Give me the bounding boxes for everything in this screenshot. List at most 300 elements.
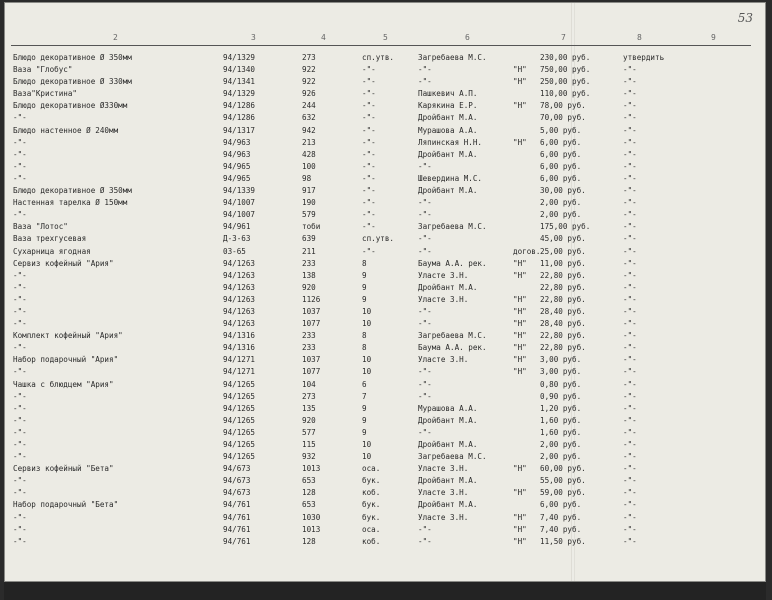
- item-number: 1077: [302, 319, 321, 329]
- item-unit: -"-: [362, 89, 376, 99]
- item-price: 0,90 руб.: [540, 391, 582, 401]
- item-note: -"-: [623, 476, 637, 486]
- table-row: [5, 330, 765, 342]
- item-code: 94/1263: [223, 282, 256, 292]
- item-unit: -"-: [362, 77, 376, 87]
- item-code: 94/1265: [223, 391, 256, 401]
- item-number: 211: [302, 246, 316, 256]
- item-author: -"-: [418, 319, 432, 329]
- table-row: [5, 499, 765, 511]
- item-name: Чашка с блюдцем "Ария": [13, 379, 114, 389]
- item-mark: "Н": [513, 367, 527, 377]
- item-code: 94/1271: [223, 355, 256, 365]
- item-note: -"-: [623, 89, 637, 99]
- item-price: 28,40 руб.: [540, 306, 586, 316]
- item-name: -"-: [13, 306, 27, 316]
- item-price: 7,40 руб.: [540, 512, 582, 522]
- item-price: 6,00 руб.: [540, 173, 582, 183]
- item-code: 94/1286: [223, 101, 256, 111]
- item-price: 250,00 руб.: [540, 77, 591, 87]
- table-row: [5, 209, 765, 221]
- item-name: Блюдо декоративное Ø 330мм: [13, 77, 132, 87]
- item-unit: 9: [362, 427, 367, 437]
- item-note: -"-: [623, 258, 637, 268]
- column-number-row: [5, 33, 765, 43]
- item-note: -"-: [623, 488, 637, 498]
- item-code: 94/673: [223, 488, 251, 498]
- item-author: -"-: [418, 246, 432, 256]
- item-unit: -"-: [362, 246, 376, 256]
- item-mark: "Н": [513, 270, 527, 280]
- item-price: 78,00 руб.: [540, 101, 586, 111]
- item-note: -"-: [623, 198, 637, 208]
- item-name: Сервиз кофейный "Бета": [13, 464, 114, 474]
- item-price: 22,80 руб.: [540, 294, 586, 304]
- item-note: -"-: [623, 343, 637, 353]
- item-name: Комплект кофейный "Ария": [13, 331, 123, 341]
- item-price: 0,80 руб.: [540, 379, 582, 389]
- item-name: -"-: [13, 512, 27, 522]
- item-author: Загребаева М.С.: [418, 53, 487, 62]
- table-row: [5, 76, 765, 88]
- item-author: Уласте З.Н.: [418, 464, 469, 474]
- item-author: Пашкевич А.П.: [418, 89, 478, 99]
- item-note: -"-: [623, 222, 637, 232]
- item-name: Набор подарочный "Бета": [13, 500, 119, 510]
- item-number: 653: [302, 500, 316, 510]
- item-number: 100: [302, 161, 316, 171]
- item-mark: "Н": [513, 524, 527, 534]
- item-mark: "Н": [513, 306, 527, 316]
- table-row: [5, 112, 765, 124]
- item-unit: -"-: [362, 222, 376, 232]
- item-price: 2,00 руб.: [540, 198, 582, 208]
- item-unit: 10: [362, 440, 372, 449]
- item-unit: 6: [362, 379, 367, 389]
- item-name: Ваза трехгусевая: [13, 234, 87, 244]
- table-row: [5, 403, 765, 415]
- item-note: -"-: [623, 355, 637, 365]
- item-mark: "Н": [513, 488, 527, 498]
- item-author: Шевердина М.С.: [418, 173, 483, 183]
- item-code: 94/1265: [223, 403, 256, 413]
- table-row: [5, 391, 765, 403]
- item-code: 94/1271: [223, 367, 256, 377]
- item-name: -"-: [13, 391, 27, 401]
- item-code: 94/965: [223, 161, 251, 171]
- item-author: Уласте З.Н.: [418, 488, 469, 498]
- item-mark: "Н": [513, 464, 527, 474]
- item-number: 1077: [302, 367, 321, 377]
- item-unit: 8: [362, 343, 367, 353]
- item-note: -"-: [623, 161, 637, 171]
- item-mark: "Н": [513, 101, 527, 111]
- column-number: 3: [251, 33, 256, 42]
- item-note: -"-: [623, 173, 637, 183]
- table-row: [5, 427, 765, 439]
- item-author: -"-: [418, 65, 432, 75]
- ledger-table: [5, 52, 765, 548]
- table-row: [5, 366, 765, 378]
- item-note: -"-: [623, 137, 637, 147]
- item-number: 244: [302, 101, 316, 111]
- table-row: [5, 100, 765, 112]
- item-code: 94/1263: [223, 306, 256, 316]
- table-row: [5, 318, 765, 330]
- item-note: -"-: [623, 101, 637, 111]
- item-mark: "Н": [513, 294, 527, 304]
- item-unit: 9: [362, 403, 367, 413]
- item-note: -"-: [623, 294, 637, 304]
- item-code: 94/963: [223, 149, 251, 159]
- table-row: [5, 221, 765, 233]
- item-mark: "Н": [513, 77, 527, 87]
- item-number: 190: [302, 198, 316, 208]
- item-price: 2,00 руб.: [540, 440, 582, 449]
- item-unit: 10: [362, 319, 372, 329]
- item-mark: "Н": [513, 319, 527, 329]
- item-price: 1,20 руб.: [540, 403, 582, 413]
- item-note: -"-: [623, 391, 637, 401]
- item-code: 94/673: [223, 464, 251, 474]
- item-name: -"-: [13, 270, 27, 280]
- item-number: 233: [302, 258, 316, 268]
- item-name: -"-: [13, 415, 27, 425]
- item-unit: -"-: [362, 198, 376, 208]
- item-name: -"-: [13, 403, 27, 413]
- table-row: [5, 282, 765, 294]
- item-number: 135: [302, 403, 316, 413]
- item-name: -"-: [13, 319, 27, 329]
- item-price: 45,00 руб.: [540, 234, 586, 244]
- item-author: -"-: [418, 234, 432, 244]
- item-number: 1037: [302, 306, 321, 316]
- column-number: 9: [711, 33, 716, 42]
- item-number: 922: [302, 65, 316, 75]
- item-price: 2,00 руб.: [540, 210, 582, 220]
- item-code: 94/673: [223, 476, 251, 486]
- item-unit: 9: [362, 282, 367, 292]
- item-unit: 10: [362, 306, 372, 316]
- item-price: 230,00 руб.: [540, 53, 591, 62]
- item-number: 273: [302, 53, 316, 62]
- item-name: Блюдо настенное Ø 240мм: [13, 125, 119, 135]
- item-mark: "Н": [513, 536, 527, 546]
- item-author: Дройбант М.А.: [418, 282, 478, 292]
- item-price: 70,00 руб.: [540, 113, 586, 123]
- item-unit: бук.: [362, 512, 381, 522]
- table-row: [5, 512, 765, 524]
- item-unit: -"-: [362, 161, 376, 171]
- item-name: Ваза"Кристина": [13, 89, 78, 99]
- item-code: 94/1329: [223, 53, 256, 62]
- item-author: Баума А.А. рек.: [418, 258, 487, 268]
- item-note: -"-: [623, 427, 637, 437]
- item-number: 273: [302, 391, 316, 401]
- item-note: -"-: [623, 306, 637, 316]
- item-note: -"-: [623, 415, 637, 425]
- table-row: [5, 379, 765, 391]
- item-code: 94/761: [223, 524, 251, 534]
- item-price: 175,00 руб.: [540, 222, 591, 232]
- item-price: 1,60 руб.: [540, 415, 582, 425]
- item-code: 94/1316: [223, 331, 256, 341]
- item-note: -"-: [623, 367, 637, 377]
- item-number: 942: [302, 125, 316, 135]
- item-unit: -"-: [362, 137, 376, 147]
- item-code: 94/1263: [223, 258, 256, 268]
- item-unit: сп.утв.: [362, 234, 395, 244]
- item-unit: бук.: [362, 476, 381, 486]
- column-number: 5: [383, 33, 388, 42]
- item-note: -"-: [623, 331, 637, 341]
- item-mark: "Н": [513, 331, 527, 341]
- item-number: 428: [302, 149, 316, 159]
- item-author: Дройбант М.А.: [418, 500, 478, 510]
- item-code: 94/961: [223, 222, 251, 232]
- item-author: Дройбант М.А.: [418, 415, 478, 425]
- item-price: 22,80 руб.: [540, 270, 586, 280]
- item-unit: 8: [362, 331, 367, 341]
- item-number: 653: [302, 476, 316, 486]
- table-row: [5, 137, 765, 149]
- scan-background: [4, 582, 766, 600]
- item-unit: 8: [362, 258, 367, 268]
- item-author: Дройбант М.А.: [418, 440, 478, 449]
- item-unit: оса.: [362, 524, 381, 534]
- item-name: -"-: [13, 440, 27, 449]
- item-code: 94/1340: [223, 65, 256, 75]
- item-unit: 7: [362, 391, 367, 401]
- item-note: -"-: [623, 65, 637, 75]
- item-price: 5,00 руб.: [540, 125, 582, 135]
- item-name: -"-: [13, 343, 27, 353]
- item-code: 94/965: [223, 173, 251, 183]
- item-note: -"-: [623, 282, 637, 292]
- item-note: утвердить: [623, 53, 665, 62]
- item-mark: "Н": [513, 355, 527, 365]
- item-code: 94/1265: [223, 440, 256, 449]
- item-number: 1013: [302, 524, 321, 534]
- item-author: Дройбант М.А.: [418, 149, 478, 159]
- item-number: 579: [302, 210, 316, 220]
- item-author: Загребаева М.С.: [418, 331, 487, 341]
- table-row: [5, 463, 765, 475]
- item-number: 639: [302, 234, 316, 244]
- column-number: 8: [637, 33, 642, 42]
- item-note: -"-: [623, 452, 637, 462]
- item-author: Мурашова А.А.: [418, 125, 478, 135]
- item-number: 213: [302, 137, 316, 147]
- item-note: -"-: [623, 125, 637, 135]
- item-unit: бук.: [362, 500, 381, 510]
- item-code: 94/1317: [223, 125, 256, 135]
- item-mark: "Н": [513, 258, 527, 268]
- item-code: 94/1007: [223, 198, 256, 208]
- item-author: -"-: [418, 306, 432, 316]
- table-row: [5, 487, 765, 499]
- item-author: Баума А.А. рек.: [418, 343, 487, 353]
- item-code: 94/1265: [223, 452, 256, 462]
- table-row: [5, 270, 765, 282]
- item-author: -"-: [418, 427, 432, 437]
- item-number: 233: [302, 331, 316, 341]
- item-number: 926: [302, 89, 316, 99]
- item-author: Мурашова А.А.: [418, 403, 478, 413]
- item-price: 11,00 руб.: [540, 258, 586, 268]
- item-author: -"-: [418, 536, 432, 546]
- item-number: 922: [302, 77, 316, 87]
- document-sheet: [4, 2, 766, 582]
- item-price: 750,00 руб.: [540, 65, 591, 75]
- table-row: [5, 306, 765, 318]
- item-unit: 10: [362, 367, 372, 377]
- item-name: -"-: [13, 161, 27, 171]
- item-name: Ваза "Лотос": [13, 222, 68, 232]
- page-number: 53: [737, 11, 753, 25]
- item-name: -"-: [13, 282, 27, 292]
- item-name: Сухарница ягодная: [13, 246, 91, 256]
- table-row: [5, 451, 765, 463]
- item-author: Дройбант М.А.: [418, 476, 478, 486]
- item-author: Загребаева М.С.: [418, 452, 487, 462]
- item-code: 94/1339: [223, 186, 256, 196]
- item-code: 03-65: [223, 246, 246, 256]
- item-author: -"-: [418, 379, 432, 389]
- item-author: Загребаева М.С.: [418, 222, 487, 232]
- item-name: -"-: [13, 488, 27, 498]
- table-row: [5, 439, 765, 451]
- item-number: 632: [302, 113, 316, 123]
- item-author: -"-: [418, 77, 432, 87]
- item-price: 6,00 руб.: [540, 161, 582, 171]
- table-row: [5, 233, 765, 245]
- item-name: Набор подарочный "Ария": [13, 355, 119, 365]
- table-row: [5, 197, 765, 209]
- item-price: 3,00 руб.: [540, 367, 582, 377]
- item-unit: -"-: [362, 186, 376, 196]
- item-name: Блюдо декоративное Ø 350мм: [13, 186, 132, 196]
- item-name: Блюдо декоративное Ø330мм: [13, 101, 128, 111]
- item-name: -"-: [13, 137, 27, 147]
- item-note: -"-: [623, 500, 637, 510]
- item-unit: коб.: [362, 536, 381, 546]
- item-unit: оса.: [362, 464, 381, 474]
- item-price: 110,00 руб.: [540, 89, 591, 99]
- item-unit: коб.: [362, 488, 381, 498]
- item-number: 1030: [302, 512, 321, 522]
- item-note: -"-: [623, 186, 637, 196]
- item-number: 920: [302, 282, 316, 292]
- item-name: Настенная тарелка Ø 150мм: [13, 198, 128, 208]
- table-row: [5, 342, 765, 354]
- table-row: [5, 415, 765, 427]
- item-code: 94/963: [223, 137, 251, 147]
- item-unit: 10: [362, 452, 372, 462]
- item-name: -"-: [13, 452, 27, 462]
- table-row: [5, 161, 765, 173]
- item-author: -"-: [418, 161, 432, 171]
- table-row: [5, 173, 765, 185]
- table-row: [5, 475, 765, 487]
- column-number: 7: [561, 33, 566, 42]
- item-name: -"-: [13, 367, 27, 377]
- item-unit: -"-: [362, 125, 376, 135]
- item-price: 59,00 руб.: [540, 488, 586, 498]
- item-author: Уласте З.Н.: [418, 512, 469, 522]
- item-note: -"-: [623, 440, 637, 449]
- item-note: -"-: [623, 464, 637, 474]
- item-name: -"-: [13, 113, 27, 123]
- item-price: 6,00 руб.: [540, 137, 582, 147]
- item-code: 94/1263: [223, 270, 256, 280]
- item-name: Сервиз кофейный "Ария": [13, 258, 114, 268]
- item-price: 28,40 руб.: [540, 319, 586, 329]
- item-price: 3,00 руб.: [540, 355, 582, 365]
- item-price: 6,00 руб.: [540, 149, 582, 159]
- item-price: 2,00 руб.: [540, 452, 582, 462]
- item-code: Д-3-63: [223, 234, 251, 244]
- item-author: Ляпинская Н.Н.: [418, 137, 483, 147]
- item-note: -"-: [623, 77, 637, 87]
- item-name: -"-: [13, 149, 27, 159]
- item-number: 920: [302, 415, 316, 425]
- item-price: 25,00 руб.: [540, 246, 586, 256]
- table-row: [5, 354, 765, 366]
- item-number: 577: [302, 427, 316, 437]
- column-number: 6: [465, 33, 470, 42]
- item-price: 60,00 руб.: [540, 464, 586, 474]
- item-code: 94/1263: [223, 294, 256, 304]
- item-code: 94/1265: [223, 427, 256, 437]
- item-code: 94/1316: [223, 343, 256, 353]
- item-code: 94/1263: [223, 319, 256, 329]
- item-price: 11,50 руб.: [540, 536, 586, 546]
- item-number: 115: [302, 440, 316, 449]
- item-unit: 9: [362, 270, 367, 280]
- item-code: 94/1341: [223, 77, 256, 87]
- item-note: -"-: [623, 524, 637, 534]
- item-price: 22,80 руб.: [540, 343, 586, 353]
- item-mark: "Н": [513, 512, 527, 522]
- item-code: 94/761: [223, 500, 251, 510]
- table-row: [5, 258, 765, 270]
- item-author: -"-: [418, 524, 432, 534]
- item-price: 55,00 руб.: [540, 476, 586, 486]
- item-mark: догов.: [513, 246, 541, 256]
- item-author: Дройбант М.А.: [418, 113, 478, 123]
- item-note: -"-: [623, 149, 637, 159]
- item-note: -"-: [623, 319, 637, 329]
- item-code: 94/761: [223, 512, 251, 522]
- item-price: 6,00 руб.: [540, 500, 582, 510]
- item-unit: 9: [362, 415, 367, 425]
- table-row: [5, 536, 765, 548]
- item-number: 917: [302, 186, 316, 196]
- item-note: -"-: [623, 246, 637, 256]
- table-row: [5, 185, 765, 197]
- item-author: Дройбант М.А.: [418, 186, 478, 196]
- item-name: -"-: [13, 210, 27, 220]
- item-number: 932: [302, 452, 316, 462]
- item-unit: 10: [362, 355, 372, 365]
- item-unit: 9: [362, 294, 367, 304]
- item-mark: "Н": [513, 65, 527, 75]
- table-row: [5, 294, 765, 306]
- item-number: 1013: [302, 464, 321, 474]
- item-price: 30,00 руб.: [540, 186, 586, 196]
- item-number: 138: [302, 270, 316, 280]
